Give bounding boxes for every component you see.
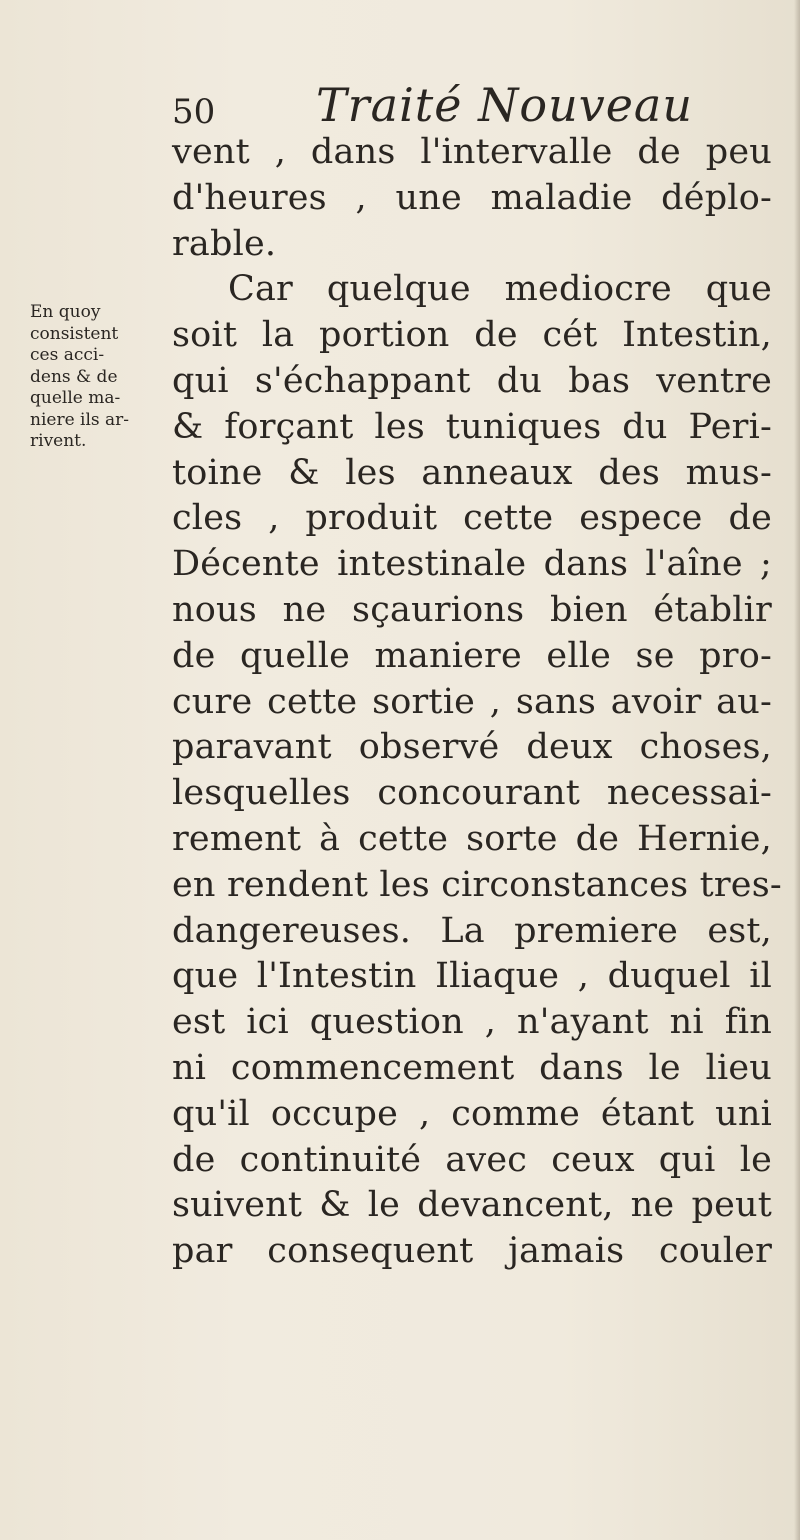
text-line: & forçant les tuniques du Peri-	[172, 406, 772, 447]
page-edge-shadow	[794, 0, 800, 1540]
text-line: de continuité avec ceux qui le	[172, 1139, 772, 1180]
margin-note	[30, 302, 160, 453]
body-text	[172, 130, 782, 1275]
text-line: rable.	[172, 223, 277, 264]
text-line: paravant observé deux choses,	[172, 727, 772, 768]
text-line: qui s'échappant du bas ventre	[172, 360, 772, 401]
text-line: dangereuses. La premiere est,	[172, 910, 772, 951]
text-line: lesquelles concourant necessai-	[172, 773, 772, 814]
text-line: cure cette sortie , sans avoir au-	[172, 681, 772, 722]
text-line: suivent & le devancent, ne peut	[172, 1185, 772, 1226]
running-title: Traité Nouveau	[316, 78, 693, 132]
margin-note-line: ces acci-	[30, 345, 105, 365]
text-line: que l'Intestin Iliaque , duquel il	[172, 956, 772, 997]
text-line: soit la portion de cét Intestin,	[172, 315, 772, 356]
margin-note-line: niere ils ar-	[30, 409, 130, 430]
margin-note-line: En quoy	[30, 302, 101, 322]
margin-note-line: rivent.	[30, 431, 87, 451]
margin-note-line: dens & de	[30, 366, 118, 387]
text-line: en rendent les circonstances tres-	[172, 864, 782, 905]
text-line: nous ne sçaurions bien établir	[172, 589, 772, 630]
text-line: cles , produit cette espece de	[172, 498, 772, 539]
text-line: est ici question , n'ayant ni fin	[172, 1002, 772, 1043]
text-line: vent , dans l'intervalle de peu	[172, 132, 772, 172]
text-line: rement à cette sorte de Hernie,	[172, 818, 772, 859]
margin-note-line: quelle ma-	[30, 388, 121, 408]
text-line: par consequent jamais couler	[172, 1231, 772, 1272]
text-line: toine & les anneaux des mus-	[172, 452, 772, 493]
text-line: Car quelque mediocre que	[228, 269, 772, 310]
text-line: qu'il occupe , comme étant uni	[172, 1093, 772, 1134]
text-line: ni commencement dans le lieu	[172, 1047, 772, 1088]
text-line: de quelle maniere elle se pro-	[172, 635, 772, 676]
page-number: 50	[172, 92, 216, 132]
page-header	[172, 78, 772, 132]
text-line: Décente intestinale dans l'aîne ;	[172, 544, 772, 585]
text-line: d'heures , une maladie déplo-	[172, 177, 772, 218]
margin-note-line: consistent	[30, 323, 119, 344]
